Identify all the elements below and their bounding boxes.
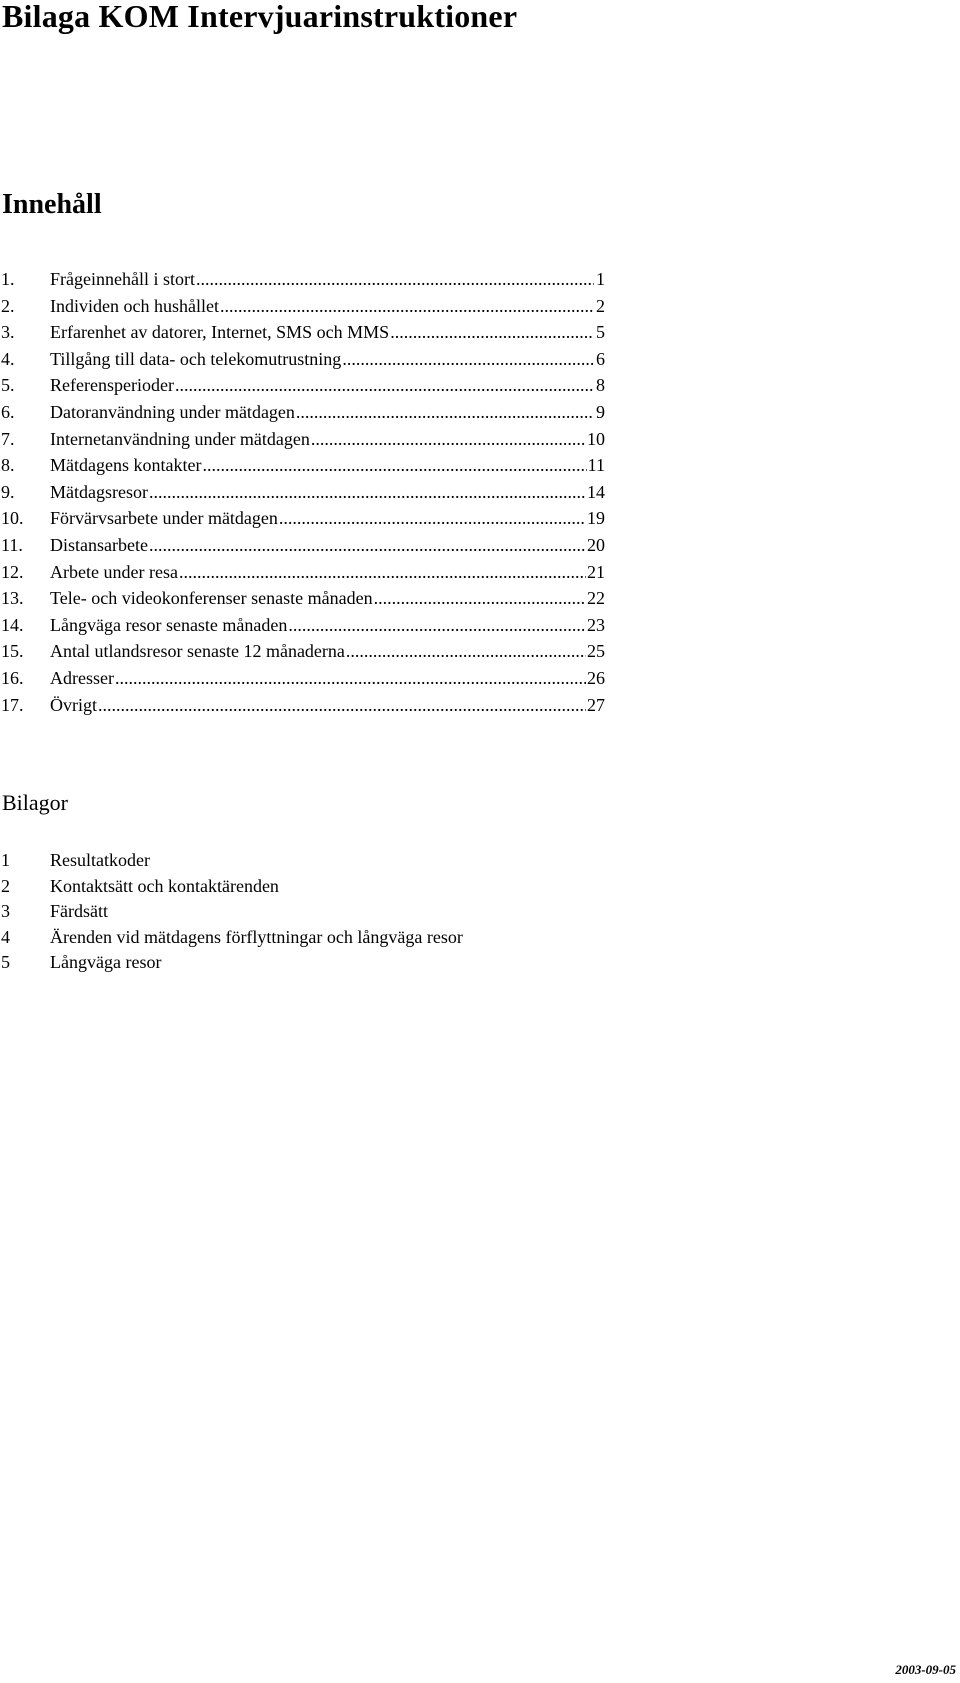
toc-entry[interactable]: [0, 612, 605, 639]
toc-entry-page: 26: [587, 667, 605, 688]
appendix-item: [0, 899, 463, 925]
toc-entry-title: Antal utlandsresor senaste 12 månaderna: [50, 641, 345, 662]
toc-entry-title: Datoranvändning under mätdagen: [50, 401, 295, 422]
toc-entry-page: 8: [596, 375, 605, 396]
table-of-contents: [0, 266, 605, 718]
toc-dot-leader: [279, 505, 586, 532]
toc-entry-page: 2: [596, 295, 605, 316]
appendix-item: [0, 848, 463, 874]
toc-dot-leader: [220, 293, 594, 320]
appendix-title: Färdsätt: [50, 901, 108, 921]
appendix-number: 1: [1, 850, 10, 870]
toc-entry-title: Långväga resor senaste månaden: [50, 614, 288, 635]
appendix-number: 3: [1, 901, 10, 921]
toc-entry[interactable]: [0, 452, 605, 479]
toc-entry-title: Tillgång till data- och telekomutrustning: [50, 348, 342, 369]
toc-dot-leader: [115, 665, 586, 692]
toc-heading: Innehåll: [2, 189, 102, 220]
toc-entry-number: 14.: [1, 614, 24, 635]
toc-dot-leader: [196, 266, 594, 293]
appendix-item: [0, 925, 463, 951]
toc-entry[interactable]: [0, 479, 605, 506]
toc-entry[interactable]: [0, 585, 605, 612]
toc-entry-page: 14: [587, 481, 605, 502]
appendix-title: Resultatkoder: [50, 850, 150, 870]
toc-entry-number: 13.: [1, 588, 24, 609]
toc-dot-leader: [202, 452, 586, 479]
toc-dot-leader: [342, 346, 594, 373]
toc-dot-leader: [311, 426, 586, 453]
toc-entry-number: 7.: [1, 428, 15, 449]
appendices-list: [0, 848, 463, 976]
toc-entry-number: 16.: [1, 667, 24, 688]
toc-entry-title: Erfarenhet av datorer, Internet, SMS och MMS: [50, 322, 390, 343]
toc-entry-page: 27: [587, 694, 605, 715]
toc-entry-title: Mätdagsresor: [50, 481, 148, 502]
toc-dot-leader: [296, 399, 594, 426]
toc-entry[interactable]: [0, 346, 605, 373]
toc-entry-page: 1: [596, 269, 605, 289]
toc-entry-page: 21: [587, 561, 605, 582]
toc-entry-title: Tele- och videokonferenser senaste månaden: [50, 588, 373, 609]
toc-dot-leader: [149, 532, 586, 559]
toc-entry-page: 5: [596, 322, 605, 343]
toc-entry-number: 15.: [1, 641, 24, 662]
toc-entry[interactable]: [0, 505, 605, 532]
toc-entry-page: 9: [596, 401, 605, 422]
toc-dot-leader: [149, 479, 586, 506]
toc-entry[interactable]: [0, 293, 605, 320]
toc-dot-leader: [346, 638, 586, 665]
toc-entry-page: 20: [587, 534, 605, 555]
appendix-number: 4: [1, 926, 10, 947]
toc-entry-number: 6.: [1, 401, 15, 422]
toc-entry[interactable]: [0, 426, 605, 453]
toc-entry-number: 10.: [1, 508, 24, 529]
toc-entry-title: Internetanvändning under mätdagen: [50, 428, 310, 449]
toc-entry-number: 3.: [1, 322, 15, 343]
appendix-title: Långväga resor: [50, 952, 162, 972]
toc-entry[interactable]: [0, 692, 605, 719]
toc-entry[interactable]: [0, 665, 605, 692]
toc-entry-number: 4.: [1, 348, 15, 369]
toc-entry-title: Individen och hushållet: [50, 295, 219, 316]
toc-entry-page: 22: [587, 588, 605, 609]
toc-entry-page: 10: [587, 428, 605, 449]
toc-entry-page: 11: [587, 455, 605, 476]
appendix-item: [0, 950, 463, 976]
document-title: Bilaga KOM Intervjuarinstruktioner: [2, 0, 518, 34]
toc-entry-number: 8.: [1, 455, 15, 476]
toc-entry-number: 17.: [1, 694, 24, 715]
toc-entry-title: Förvärvsarbete under mätdagen: [50, 508, 278, 529]
appendix-item: [0, 874, 463, 900]
toc-entry-page: 23: [587, 614, 605, 635]
toc-dot-leader: [390, 319, 594, 346]
toc-entry-title: Referensperioder: [50, 375, 174, 396]
toc-entry[interactable]: [0, 372, 605, 399]
toc-dot-leader: [179, 559, 586, 586]
appendix-number: 5: [1, 952, 10, 972]
appendix-number: 2: [1, 875, 10, 896]
toc-entry[interactable]: [0, 532, 605, 559]
appendix-title: Ärenden vid mätdagens förflyttningar och långväga resor: [50, 926, 463, 947]
toc-entry-title: Distansarbete: [50, 534, 148, 555]
toc-entry-page: 6: [596, 348, 605, 369]
toc-entry[interactable]: [0, 266, 605, 293]
toc-entry-page: 25: [587, 641, 605, 662]
toc-entry[interactable]: [0, 319, 605, 346]
toc-entry-number: 2.: [1, 295, 15, 316]
toc-dot-leader: [98, 692, 586, 719]
toc-entry-number: 11.: [1, 534, 23, 555]
footer-date: 2003-09-05: [895, 1662, 956, 1677]
toc-entry-number: 12.: [1, 561, 24, 582]
toc-entry-title: Arbete under resa: [50, 561, 178, 582]
toc-entry-number: 1.: [1, 269, 15, 289]
appendices-heading: Bilagor: [2, 790, 68, 815]
toc-dot-leader: [175, 372, 594, 399]
toc-dot-leader: [288, 612, 586, 639]
toc-entry-number: 9.: [1, 481, 15, 502]
toc-entry-title: Adresser: [50, 667, 114, 688]
toc-entry-title: Övrigt: [50, 694, 97, 715]
toc-entry[interactable]: [0, 559, 605, 586]
toc-entry-page: 19: [587, 508, 605, 529]
appendix-title: Kontaktsätt och kontaktärenden: [50, 875, 279, 896]
toc-dot-leader: [374, 585, 586, 612]
toc-entry[interactable]: [0, 638, 605, 665]
toc-entry-title: Frågeinnehåll i stort: [50, 269, 195, 289]
toc-entry-number: 5.: [1, 375, 15, 396]
toc-entry[interactable]: [0, 399, 605, 426]
toc-entry-title: Mätdagens kontakter: [50, 455, 202, 476]
